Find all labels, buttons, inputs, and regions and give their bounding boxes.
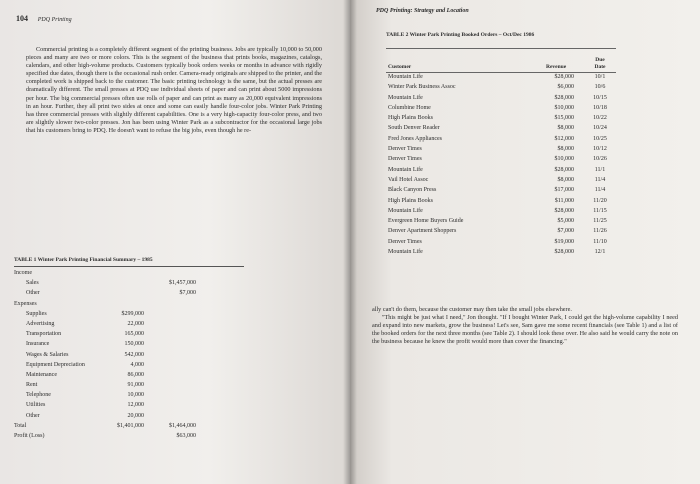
revenue-cell: $7,000	[557, 228, 574, 235]
due-date-cell: 10/1	[594, 74, 606, 80]
row-value: 165,000	[124, 331, 144, 338]
row-label: Telephone	[26, 392, 51, 399]
revenue-cell: $8,000	[557, 125, 574, 132]
row-label: Wages & Salaries	[26, 351, 69, 358]
table-row	[370, 154, 690, 164]
customer-cell: Denver Apartment Shoppers	[388, 228, 457, 235]
table-row	[370, 206, 690, 216]
row-value: 4,000	[130, 361, 144, 368]
row-value: $63,000	[176, 433, 196, 439]
table-row	[370, 113, 690, 123]
table-rule	[386, 48, 616, 49]
body-paragraph: ally can't do them, because the customer may then take the small jobs elsewhere.	[372, 306, 572, 313]
table2-caption: TABLE 2 Winter Park Printing Booked Orders – Oct/Dec 1986	[386, 32, 535, 38]
table-row	[14, 339, 254, 349]
revenue-cell: $17,000	[554, 187, 574, 194]
row-value: 150,000	[124, 341, 144, 348]
revenue-cell: $8,000	[557, 176, 574, 183]
due-date-cell: 10/24	[593, 125, 607, 132]
row-label: Insurance	[26, 341, 50, 348]
revenue-cell: $12,000	[554, 135, 574, 142]
table-row	[370, 123, 690, 133]
due-date-cell: 10/18	[593, 104, 607, 111]
revenue-cell: $10,000	[554, 156, 574, 163]
left-running-head	[16, 14, 72, 23]
column-header-revenue: Revenue	[546, 64, 567, 70]
table-row	[370, 103, 690, 113]
row-label: Other	[26, 290, 40, 297]
table-row	[370, 72, 690, 82]
row-label: Expenses	[14, 300, 37, 307]
due-date-cell: 10/12	[593, 146, 607, 153]
row-label: Total	[14, 422, 27, 429]
customer-cell: Denver Times	[388, 156, 422, 163]
row-label: Rent	[26, 382, 38, 389]
due-date-cell: 11/15	[593, 207, 607, 214]
row-value: 542,000	[124, 351, 144, 358]
table-row	[14, 299, 254, 309]
due-date-cell: 10/15	[593, 94, 607, 101]
table-row	[370, 247, 690, 257]
right-page	[350, 0, 700, 484]
revenue-cell: $28,000	[554, 249, 574, 256]
table-row	[370, 175, 690, 185]
financial-summary-table	[14, 268, 254, 441]
body-paragraph: "This might be just what I need," Jon thought. "If I bought Winter Park, I could get the high-volume capability I need and expand into new markets, grow the business! Let's see, Sam gave me some recent financials (see Table 1) and a list of the booked orders for the next three months (see Table 2). I should look these over. He also said he would carry the note on the business because he knew the profit would more than cover the financing."	[372, 314, 678, 346]
table-row	[14, 411, 254, 421]
table-row	[370, 93, 690, 103]
column-header-due-date: Due Date	[594, 57, 606, 70]
revenue-cell: $28,000	[554, 207, 574, 214]
customer-cell: Winter Park Business Assoc	[388, 84, 456, 91]
customer-cell: Black Canyon Press	[388, 187, 437, 194]
customer-cell: Mountain Life	[388, 166, 423, 173]
row-label: Income	[14, 270, 32, 276]
revenue-cell: $10,000	[554, 104, 574, 111]
running-head-title: PDQ Printing	[37, 17, 72, 23]
right-body-text	[372, 306, 678, 346]
row-value: 12,000	[127, 402, 144, 409]
row-value: $7,000	[179, 290, 196, 297]
due-date-cell: 11/25	[593, 218, 607, 225]
row-label: Transportation	[26, 331, 62, 338]
customer-cell: South Denver Reader	[388, 125, 440, 132]
table-row	[370, 226, 690, 236]
customer-cell: Mountain Life	[388, 249, 423, 256]
row-label: Profit (Loss)	[14, 433, 45, 439]
customer-cell: Mountain Life	[388, 94, 423, 101]
order-rows	[370, 72, 690, 257]
row-value: $1,464,000	[169, 422, 196, 429]
table-row	[370, 165, 690, 175]
table-row	[370, 134, 690, 144]
row-label: Maintenance	[26, 371, 57, 378]
table-row	[14, 431, 254, 441]
row-label: Equipment Depreciation	[26, 361, 85, 368]
expense-rows	[14, 309, 254, 421]
due-date-cell: 10/25	[593, 135, 607, 142]
row-value: 86,000	[127, 371, 144, 378]
due-date-cell: 10/22	[593, 115, 607, 122]
row-label: Supplies	[26, 310, 47, 317]
table-row	[370, 144, 690, 154]
table-row	[370, 82, 690, 92]
revenue-cell: $28,000	[554, 94, 574, 101]
row-value: $1,457,000	[169, 280, 196, 287]
row-label: Utilities	[26, 402, 46, 409]
row-value: $1,401,000	[117, 422, 144, 429]
customer-cell: Mountain Life	[388, 74, 423, 80]
table-row	[14, 319, 254, 329]
table-row	[14, 360, 254, 370]
customer-cell: Evergreen Home Buyers Guide	[388, 218, 464, 225]
due-date-cell: 11/4	[594, 187, 606, 194]
row-value: 91,000	[127, 382, 144, 389]
revenue-cell: $5,000	[557, 218, 574, 225]
row-value: 22,000	[127, 320, 144, 327]
revenue-cell: $28,000	[554, 74, 574, 80]
revenue-cell: $11,000	[554, 197, 574, 204]
column-header-customer: Customer	[388, 64, 412, 70]
customer-cell: Denver Times	[388, 238, 422, 245]
table-row	[14, 350, 254, 360]
row-value: $299,000	[121, 310, 144, 317]
table-row	[370, 185, 690, 195]
customer-cell: Mountain Life	[388, 207, 423, 214]
due-date-cell: 11/1	[594, 166, 606, 173]
customer-cell: High Plains Books	[388, 197, 434, 204]
due-date-cell: 11/20	[593, 197, 607, 204]
row-value: 10,000	[127, 392, 144, 399]
table-row	[14, 329, 254, 339]
due-date-cell: 10/6	[594, 84, 606, 91]
customer-cell: Denver Times	[388, 146, 422, 153]
row-label: Sales	[26, 280, 39, 287]
table-header	[370, 52, 690, 72]
due-date-cell: 11/4	[594, 176, 606, 183]
due-date-cell: 11/26	[593, 228, 607, 235]
due-date-cell: 10/26	[593, 156, 607, 163]
table-row	[14, 278, 254, 288]
due-date-cell: 11/10	[593, 238, 607, 245]
table-row	[370, 237, 690, 247]
revenue-cell: $19,000	[554, 238, 574, 245]
table-row	[14, 370, 254, 380]
table-row	[14, 268, 254, 278]
page-number: 104	[16, 14, 28, 23]
row-label: Other	[26, 412, 40, 419]
customer-cell: Columbine Home	[388, 104, 431, 111]
revenue-cell: $15,000	[554, 115, 574, 122]
table-row	[14, 309, 254, 319]
body-paragraph: Commercial printing is a completely different segment of the printing business. Jobs are typically 10,000 to 50,000 pieces and many are two or more colors. This is the segment of the business that prints books, magazines, catalogs, calendars, and other high-volume products. Customers typically book orders weeks or months in advance with rigidly specified due dates, though there is the occasional rush order. Camera-ready originals are shipped to the printer, and the completed work is shipped back to the customer. The basic printing technology is the same, but the actual presses are dramatically different. The small presses at PDQ use individual sheets of paper and can print about 5000 impressions per hour. The big commercial presses often use rolls of paper and can print as many as 20,000 equivalent impressions in an hour. Further, they all print two sides at once and some can easily handle four-color jobs. Winter Park Printing has three commercial presses with slightly different capabilities. One is a very high-capacity four-color press, and two are slightly slower two-color presses. Jon has been using Winter Park as a subcontractor for the occasional large jobs that his customers bring to PDQ. He doesn't want to refuse the big jobs, even though he re-	[26, 46, 322, 134]
revenue-cell: $8,000	[557, 146, 574, 153]
booked-orders-table	[370, 52, 690, 257]
row-label: Advertising	[26, 320, 55, 327]
customer-cell: Fred Jones Appliances	[388, 135, 442, 142]
row-value: 20,000	[127, 412, 144, 419]
table-rule	[14, 266, 244, 267]
table-row	[370, 216, 690, 226]
table-row	[14, 421, 254, 431]
book-spine-shadow	[343, 0, 357, 484]
table-row	[14, 288, 254, 298]
table1-caption: TABLE 1 Winter Park Printing Financial Summary – 1985	[14, 257, 153, 263]
due-date-cell: 12/1	[594, 249, 606, 256]
customer-cell: High Plains Books	[388, 115, 434, 122]
table-row	[370, 196, 690, 206]
table-row	[14, 380, 254, 390]
customer-cell: Vail Hotel Assoc	[388, 176, 429, 183]
table-row	[14, 400, 254, 410]
revenue-cell: $28,000	[554, 166, 574, 173]
right-running-head: PDQ Printing: Strategy and Location	[376, 8, 469, 14]
revenue-cell: $6,000	[557, 84, 574, 91]
table-row	[14, 390, 254, 400]
